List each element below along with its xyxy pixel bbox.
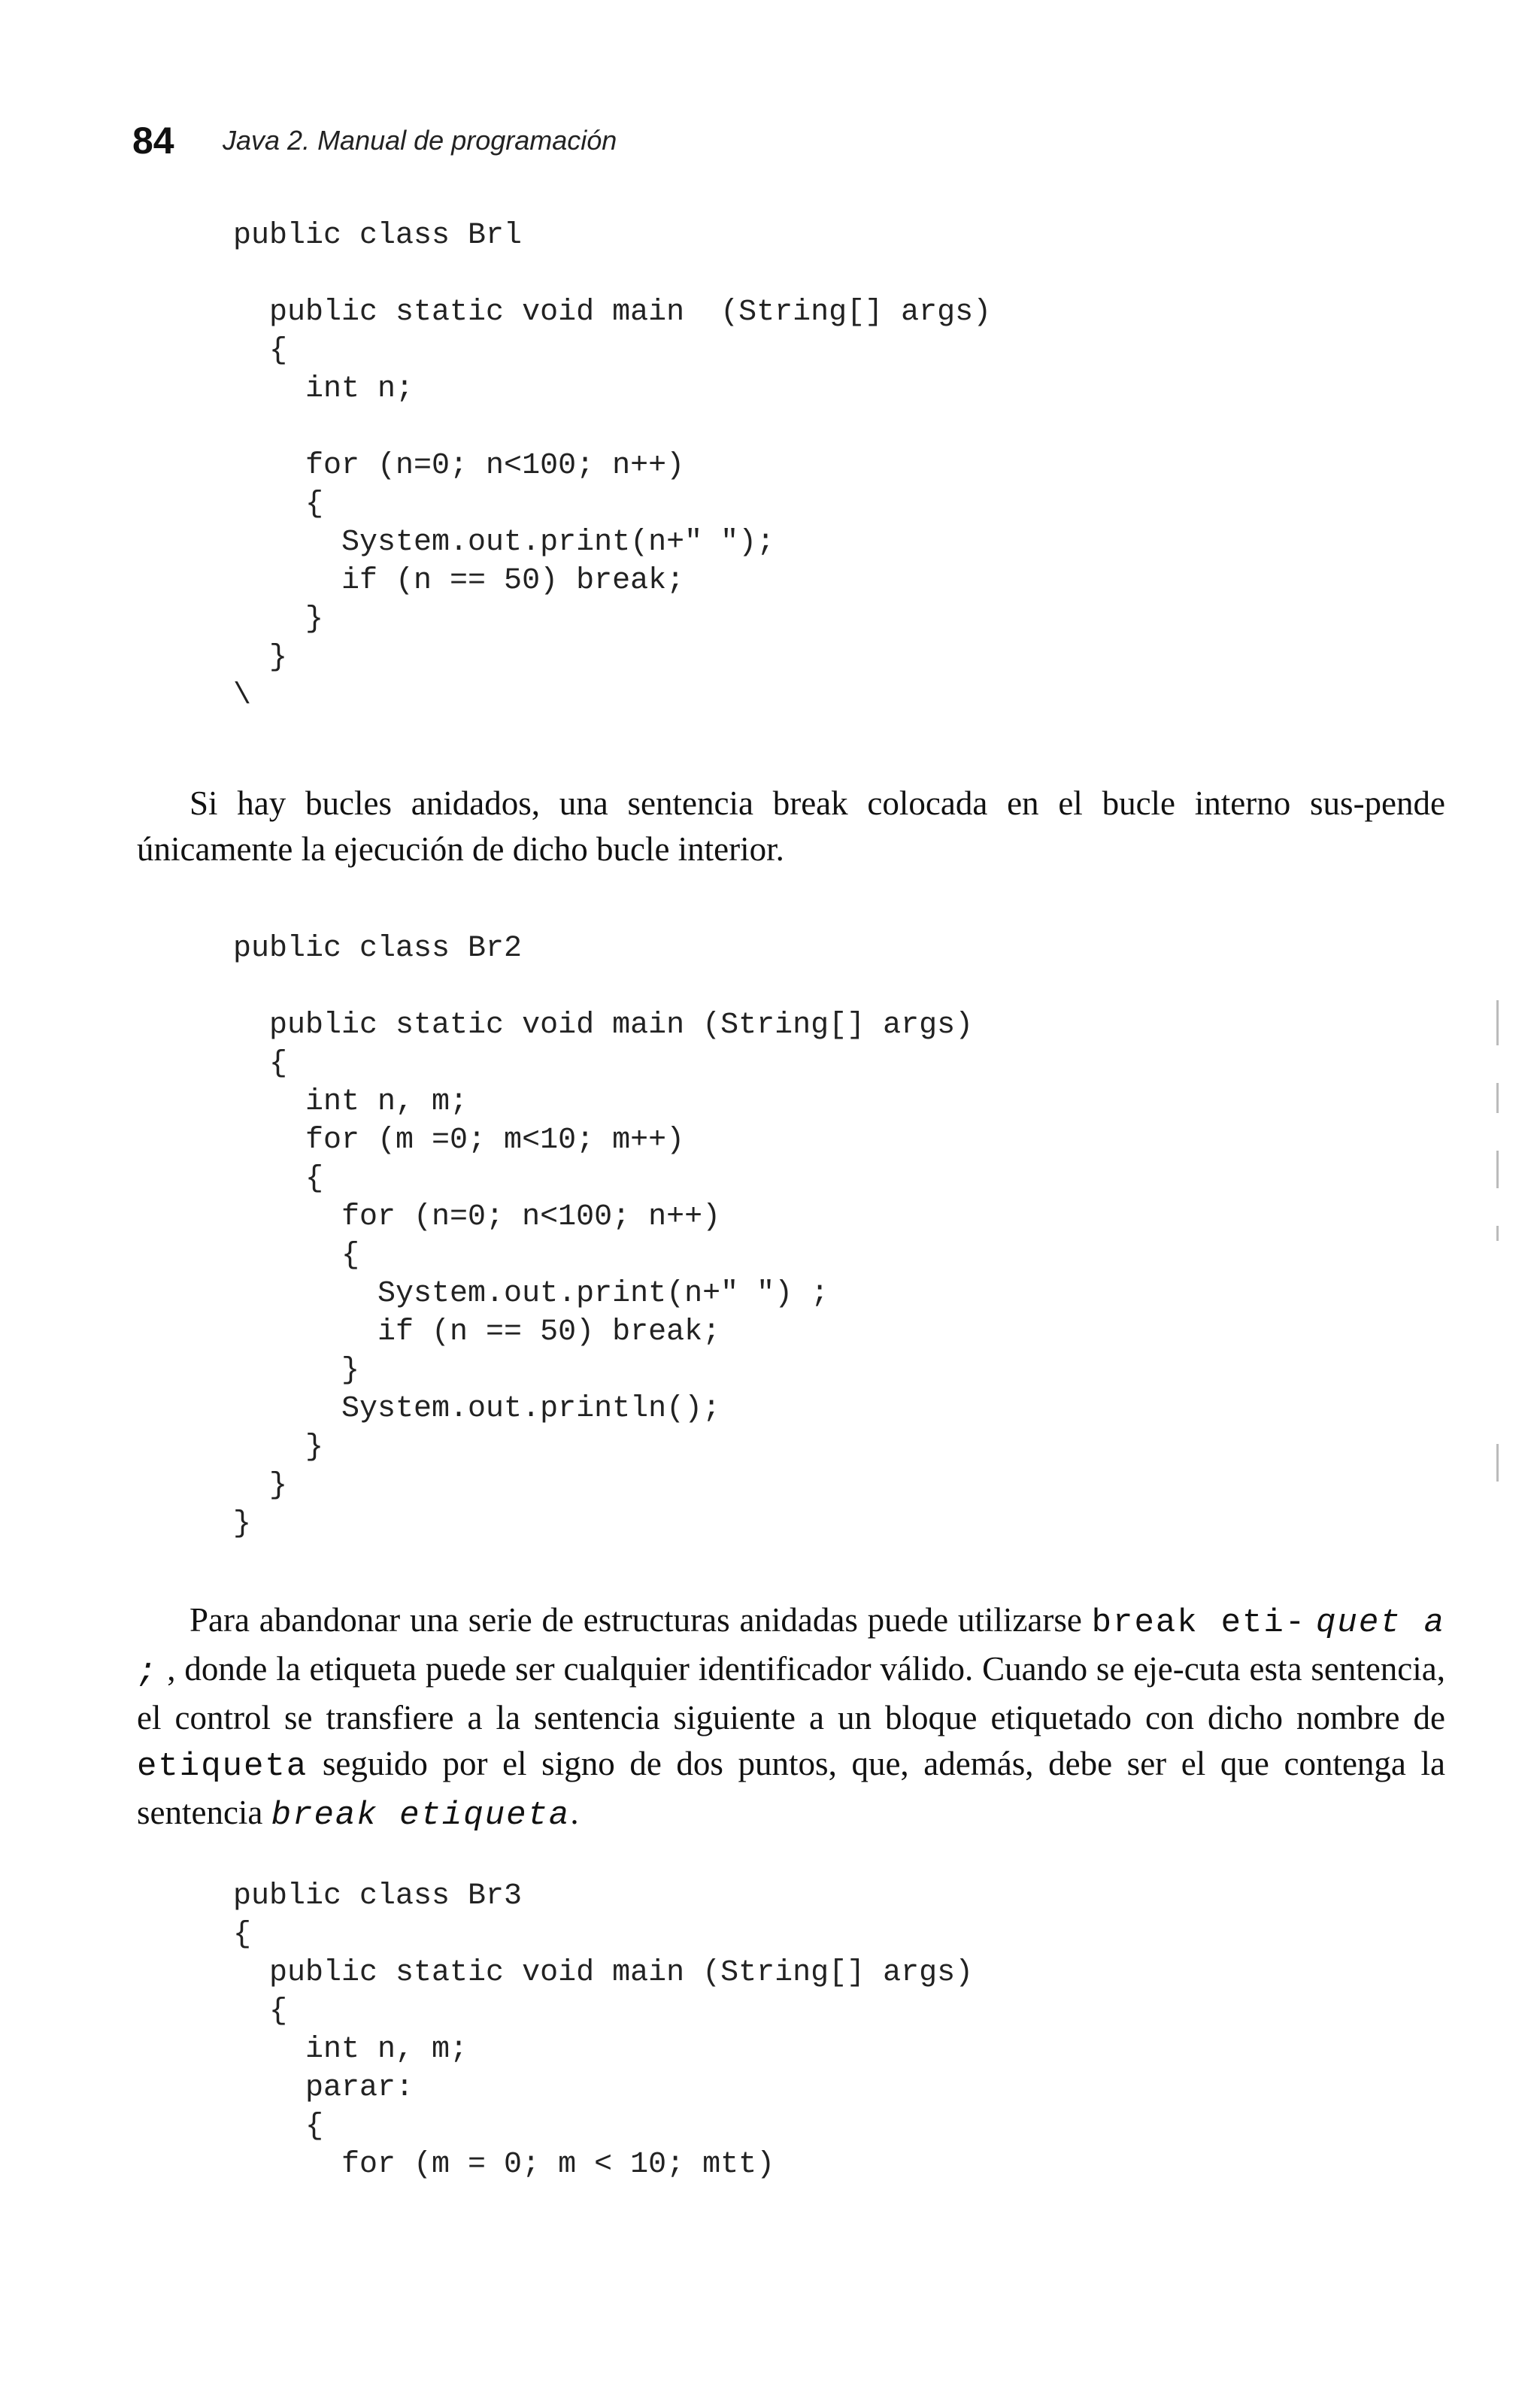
code-line: } bbox=[233, 1354, 360, 1388]
code-line: { bbox=[233, 2109, 324, 2143]
code-line: int n; bbox=[233, 372, 414, 406]
paragraph-text: Si hay bucles anidados, una sentencia break colocada en el bucle interno sus-pende únicamente la ejecución de dicho bucle interior. bbox=[137, 784, 1445, 868]
code-line: public class Brl bbox=[233, 219, 523, 253]
code-term-etiqueta: etiqueta bbox=[137, 1748, 308, 1785]
paragraph-text: seguido por el signo de dos puntos, que, además, debe ser el que contenga la sentencia bbox=[137, 1745, 1445, 1831]
code-line bbox=[233, 255, 991, 293]
code-line bbox=[233, 408, 991, 447]
paragraph-text: . bbox=[570, 1794, 579, 1831]
code-line: if (n == 50) break; bbox=[233, 564, 685, 598]
page-number: 84 bbox=[132, 120, 174, 162]
code-line: public static void main (String[] args) bbox=[233, 1956, 974, 1990]
code-block-br1 bbox=[233, 217, 991, 715]
code-line: parar: bbox=[233, 2071, 414, 2105]
code-line: public static void main (String[] args) bbox=[233, 296, 992, 329]
code-line: for (m = 0; m < 10; mtt) bbox=[233, 2148, 775, 2182]
paragraph-text: Para abandonar una serie de estructuras anidadas puede utilizarse bbox=[189, 1601, 1092, 1639]
code-line: System.out.println(); bbox=[233, 1392, 721, 1426]
code-term-label: quet a ; bbox=[137, 1604, 1446, 1691]
code-line: for (n=0; n<100; n++) bbox=[233, 1200, 721, 1234]
code-line: for (m =0; m<10; m++) bbox=[233, 1124, 685, 1157]
paragraph-break-label bbox=[137, 1597, 1445, 1839]
code-line: { bbox=[233, 1918, 252, 1952]
code-line: { bbox=[233, 487, 324, 521]
code-line bbox=[233, 968, 973, 1006]
code-line: public static void main (String[] args) bbox=[233, 1008, 974, 1042]
code-line: { bbox=[233, 1047, 288, 1081]
code-block-br2 bbox=[233, 930, 973, 1543]
code-line: System.out.print(n+" ") ; bbox=[233, 1277, 829, 1311]
code-line: if (n == 50) break; bbox=[233, 1315, 721, 1349]
code-line: public class Br3 bbox=[233, 1879, 523, 1913]
code-line: } bbox=[233, 641, 288, 675]
code-block-br3 bbox=[233, 1877, 973, 2184]
code-line: { bbox=[233, 1162, 324, 1196]
scan-margin-marks bbox=[1492, 1000, 1507, 1489]
paragraph-text: , donde la etiqueta puede ser cualquier identificador válido. Cuando se eje-cuta esta sentencia, el control se transfiere a la sentencia siguiente a un bloque etiquetado con dicho nombre de bbox=[137, 1650, 1445, 1736]
code-term-break-etiqueta: break etiqueta bbox=[271, 1797, 571, 1834]
code-line: for (n=0; n<100; n++) bbox=[233, 449, 685, 483]
code-line: int n, m; bbox=[233, 2033, 468, 2067]
code-line: { bbox=[233, 334, 288, 368]
code-line: } bbox=[233, 602, 324, 636]
code-term-break-label: break eti- bbox=[1091, 1604, 1307, 1642]
code-line: } bbox=[233, 1430, 324, 1464]
code-line: System.out.print(n+" "); bbox=[233, 526, 775, 560]
code-line: } bbox=[233, 1469, 288, 1503]
code-line: } bbox=[233, 1507, 252, 1541]
code-line: \ bbox=[233, 679, 252, 713]
paragraph-nested-break bbox=[137, 781, 1445, 872]
code-line: int n, m; bbox=[233, 1085, 468, 1119]
code-line: public class Br2 bbox=[233, 932, 523, 966]
code-line: { bbox=[233, 1994, 288, 2028]
running-title: Java 2. Manual de programación bbox=[223, 125, 617, 156]
code-line: { bbox=[233, 1239, 360, 1272]
